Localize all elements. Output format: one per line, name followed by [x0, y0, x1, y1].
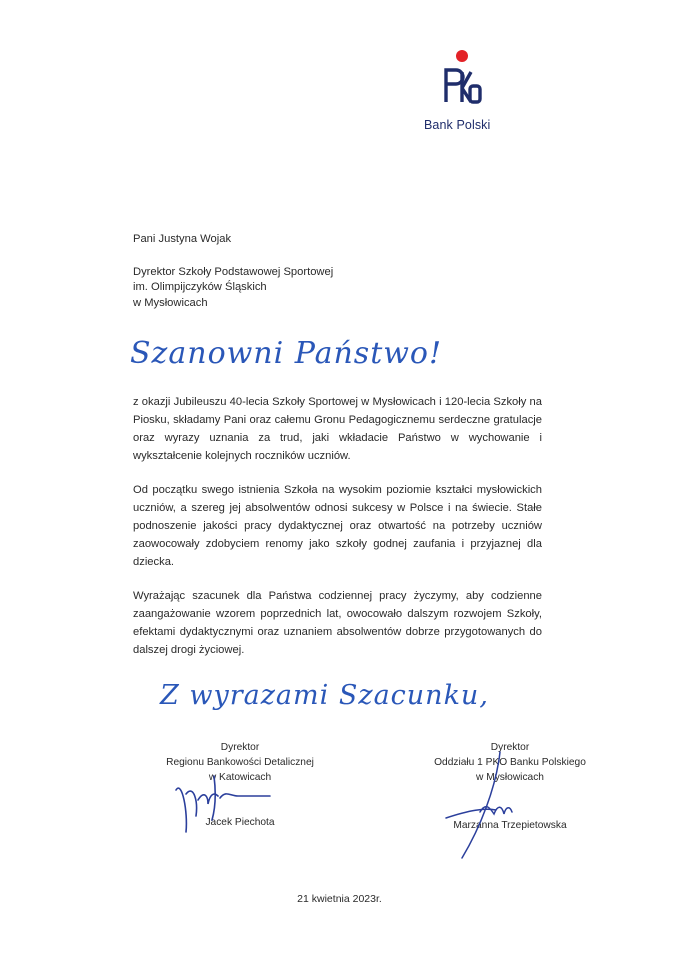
- signatory-name: Jacek Piechota: [205, 817, 275, 828]
- letter-body: [133, 393, 542, 675]
- paragraph-1: z okazji Jubileuszu 40-lecia Szkoły Sportowej w Mysłowicach i 120-lecia Szkoły na Piosku, składamy Pani oraz całemu Gronu Pedagogicznemu serdeczne gratulacje oraz wyrazy uznania za trud, jaki wkładacie Państwo w wychowanie i wykształcenie kolejnych roczników uczniów.: [133, 396, 542, 462]
- closing: Z wyrazami Szacunku,: [160, 680, 489, 711]
- salutation: Szanowni Państwo!: [130, 336, 443, 371]
- logo-mark: [446, 70, 480, 102]
- logo-dot: [456, 50, 468, 62]
- signatory-unit: Oddziału 1 PKO Banku Polskiego: [434, 757, 586, 768]
- signatory-unit: Regionu Bankowości Detalicznej: [166, 757, 314, 768]
- recipient-title-line3: w Mysłowicach: [133, 296, 208, 309]
- handwritten-signature-left: [168, 772, 278, 842]
- signatory-role: Dyrektor: [220, 742, 260, 753]
- recipient-name: Pani Justyna Wojak: [133, 233, 232, 245]
- letter-date: 21 kwietnia 2023r.: [297, 893, 382, 905]
- signatory-name: Marzanna Trzepietowska: [453, 820, 567, 831]
- brand-name: Bank Polski: [424, 118, 491, 132]
- recipient-title-line2: im. Olimpijczyków Śląskich: [133, 281, 267, 293]
- handwritten-signature-right: [440, 748, 540, 860]
- paragraph-3: Wyrażając szacunek dla Państwa codziennej pracy życzymy, aby codzienne zaangażowanie wzorem poprzednich lat, owocowało dalszym rozwojem Szkoły, efektami dydaktycznymi oraz uznaniem absolwentów dobrze przygotowanych do dalszej drogi życiowej.: [133, 590, 542, 656]
- signatory-city: w Mysłowicach: [476, 772, 544, 783]
- recipient-block: [133, 232, 333, 311]
- recipient-title-line1: Dyrektor Szkoły Podstawowej Sportowej: [133, 265, 334, 278]
- signatory-city: w Katowicach: [208, 772, 272, 783]
- paragraph-2: Od początku swego istnienia Szkoła na wysokim poziomie kształci mysłowickich uczniów, a szereg jej absolwentów odnosi sukcesy w Polsce i na świecie. Stałe podnoszenie jakości pracy dydaktycznej oraz otwartość na potrzeby uczniów zaowocowały zdobyciem renomy jako szkoły godnej zaufania i przyjaznej dla dziecka.: [133, 484, 542, 568]
- pko-logo-icon: [440, 48, 484, 112]
- signatory-role: Dyrektor: [490, 742, 530, 753]
